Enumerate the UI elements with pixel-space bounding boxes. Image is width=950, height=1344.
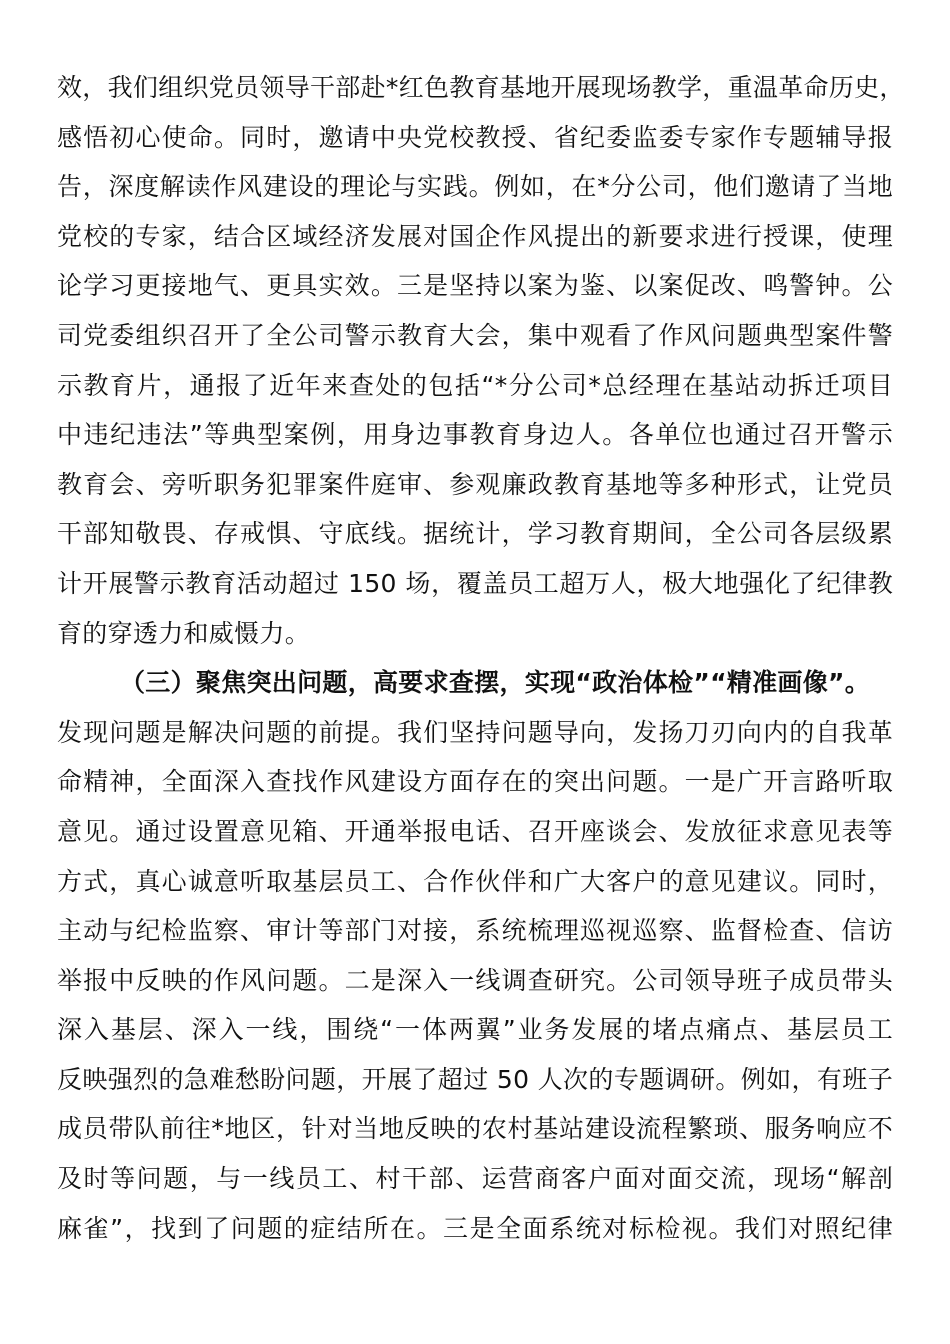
text-line: 示教育片，通报了近年来查处的包括“*分公司*总经理在基站动拆迁项目: [57, 370, 893, 400]
text-line: 论学习更接地气、更具实效。三是坚持以案为鉴、以案促改、鸣警钟。公: [57, 271, 893, 301]
text-line: 发现问题是解决问题的前提。我们坚持问题导向，发扬刀刃向内的自我革: [57, 717, 893, 747]
text-line: 司党委组织召开了全公司警示教育大会，集中观看了作风问题典型案件警: [57, 320, 893, 350]
text-line: 方式，真心诚意听取基层员工、合作伙伴和广大客户的意见建议。同时，: [57, 866, 893, 896]
text-line: 主动与纪检监察、审计等部门对接，系统梳理巡视巡察、监督检查、信访: [57, 916, 893, 946]
text-line: 反映强烈的急难愁盼问题，开展了超过 50 人次的专题调研。例如，有班子: [57, 1064, 893, 1094]
text-line: 中违纪违法”等典型案例，用身边事教育身边人。各单位也通过召开警示: [57, 420, 893, 450]
text-line: 育的穿透力和威慑力。: [57, 618, 311, 648]
section-heading: （三）聚焦突出问题，高要求查摆，实现“政治体检”“精准画像”。: [120, 668, 871, 698]
text-line: 教育会、旁听职务犯罪案件庭审、参观廉政教育基地等多种形式，让党员: [57, 469, 893, 499]
text-line: 意见。通过设置意见箱、开通举报电话、召开座谈会、发放征求意见表等: [57, 816, 893, 846]
text-line: 成员带队前往*地区，针对当地反映的农村基站建设流程繁琐、服务响应不: [57, 1114, 893, 1144]
text-line: 麻雀”，找到了问题的症结所在。三是全面系统对标检视。我们对照纪律: [57, 1213, 893, 1243]
text-line: 及时等问题，与一线员工、村干部、运营商客户面对面交流，现场“解剖: [57, 1164, 893, 1194]
text-line: 告，深度解读作风建设的理论与实践。例如，在*分公司，他们邀请了当地: [57, 172, 893, 202]
text-line: 计开展警示教育活动超过 150 场，覆盖员工超万人，极大地强化了纪律教: [57, 568, 893, 598]
document-body: [57, 63, 905, 1253]
text-line: 党校的专家，结合区域经济发展对国企作风提出的新要求进行授课，使理: [57, 221, 893, 251]
paragraph-2: [57, 708, 893, 1254]
text-line: 感悟初心使命。同时，邀请中央党校教授、省纪委监委专家作专题辅导报: [57, 122, 893, 152]
paragraph-1: [57, 63, 905, 658]
text-line: 效，我们组织党员领导干部赴*红色教育基地开展现场教学，重温革命历史，: [57, 73, 905, 102]
text-line: 举报中反映的作风问题。二是深入一线调查研究。公司领导班子成员带头: [57, 965, 893, 995]
text-line: 干部知敬畏、存戒惧、守底线。据统计，学习教育期间，全公司各层级累: [57, 519, 893, 549]
text-line: 深入基层、深入一线，围绕“一体两翼”业务发展的堵点痛点、基层员工: [57, 1015, 893, 1045]
text-line: 命精神，全面深入查找作风建设方面存在的突出问题。一是广开言路听取: [57, 767, 893, 797]
